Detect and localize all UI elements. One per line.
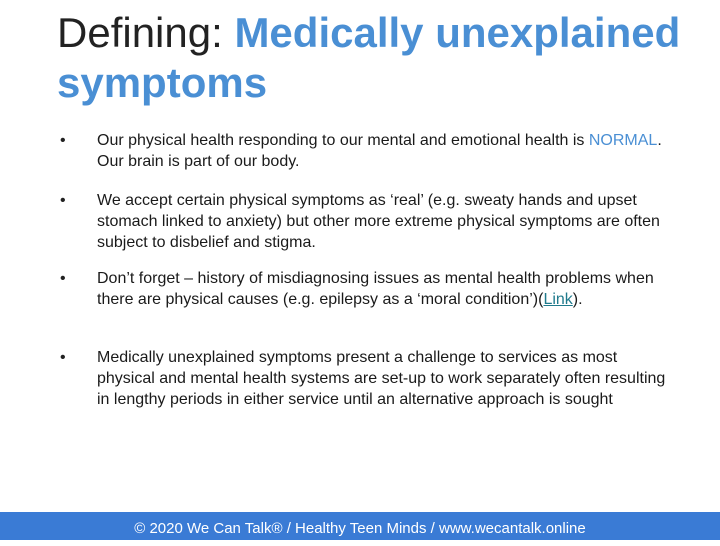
bullet-marker: •	[60, 132, 66, 149]
bullet-text	[97, 268, 667, 310]
bullet-text	[97, 130, 667, 172]
footer-copyright: © 2020 We Can Talk® / Healthy Teen Minds / www.wecantalk.online	[134, 520, 586, 537]
bullet-text-end: ).	[572, 291, 583, 308]
bullet-marker: •	[60, 349, 66, 366]
slide-title	[57, 8, 697, 108]
link-reference[interactable]: Link	[543, 291, 573, 308]
bullet-text: We accept certain physical symptoms as ‘real’ (e.g. sweaty hands and upset stomach linked to anxiety) but other more extreme physical symptoms are often subject to disbelief and stigma.	[97, 192, 660, 251]
bullet-marker: •	[60, 270, 66, 287]
bullet-text-end: . Our brain is part of our body.	[97, 132, 662, 170]
bullet-marker: •	[60, 192, 66, 209]
bullet-text: Medically unexplained symptoms present a challenge to services as most physical and mental health systems are set-up to work separately often resulting in lengthy periods in either service until an alternative approach is sought	[97, 349, 666, 408]
title-prefix: Defining:	[57, 9, 235, 56]
bullet-text-start: Don’t forget – history of misdiagnosing issues as mental health problems when there are physical causes (e.g. epilepsy as a ‘moral condition’)(	[97, 270, 654, 308]
bullet-text-start: Our physical health responding to our mental and emotional health is	[97, 132, 589, 149]
footer-bar	[0, 512, 720, 540]
normal-highlight: NORMAL	[588, 132, 658, 149]
title-accent: Medically unexplained symptoms	[57, 9, 681, 106]
